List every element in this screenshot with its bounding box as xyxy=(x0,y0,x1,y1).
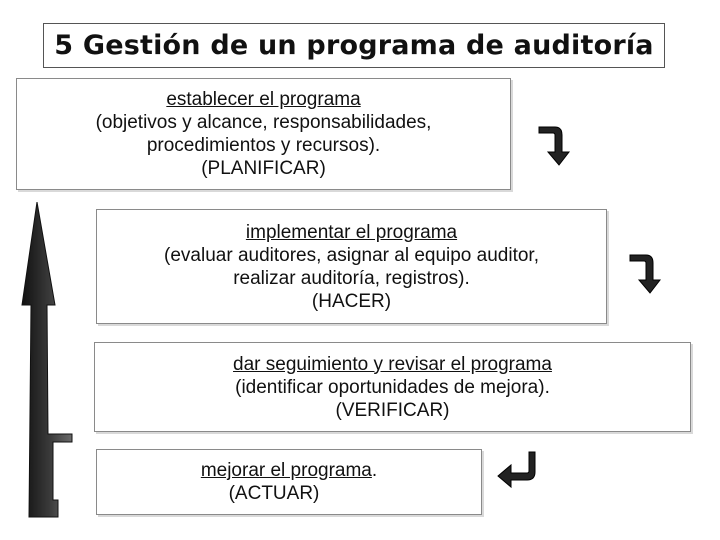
step-do-heading: implementar el programa xyxy=(245,221,458,243)
step-plan-box xyxy=(16,78,511,190)
step-do-box xyxy=(96,209,607,324)
step-check-detail-line-1: (identificar oportunidades de mejora). xyxy=(235,376,550,398)
page-title: 5 Gestión de un programa de auditoría xyxy=(54,30,654,61)
step-plan-detail-line-1: (objetivos y alcance, responsabilidades, xyxy=(95,112,432,133)
step-act-heading: mejorar el programa xyxy=(200,460,372,481)
title-box xyxy=(43,23,665,68)
curved-return-arrow-icon xyxy=(495,448,539,490)
step-do-detail-line-2: realizar auditoría, registros). xyxy=(233,267,470,289)
step-act-box xyxy=(96,449,482,515)
step-act-phase: (ACTUAR) xyxy=(228,483,320,504)
up-arrow-icon xyxy=(20,202,80,520)
step-check-heading: dar seguimiento y revisar el programa xyxy=(233,353,552,375)
curved-down-arrow-icon xyxy=(535,122,577,167)
step-do-phase: (HACER) xyxy=(311,290,392,312)
step-plan-phase: (PLANIFICAR) xyxy=(201,158,326,179)
step-plan-detail-line-2: procedimientos y recursos). xyxy=(146,135,381,156)
curved-down-arrow-icon xyxy=(626,250,668,295)
step-plan-heading: establecer el programa xyxy=(166,89,361,110)
step-check-box xyxy=(94,342,691,432)
step-act-heading-line xyxy=(201,459,377,482)
step-act-heading-suffix: . xyxy=(371,460,378,481)
step-check-phase: (VERIFICAR) xyxy=(335,399,450,421)
step-do-detail-line-1: (evaluar auditores, asignar al equipo auditor, xyxy=(164,244,539,266)
